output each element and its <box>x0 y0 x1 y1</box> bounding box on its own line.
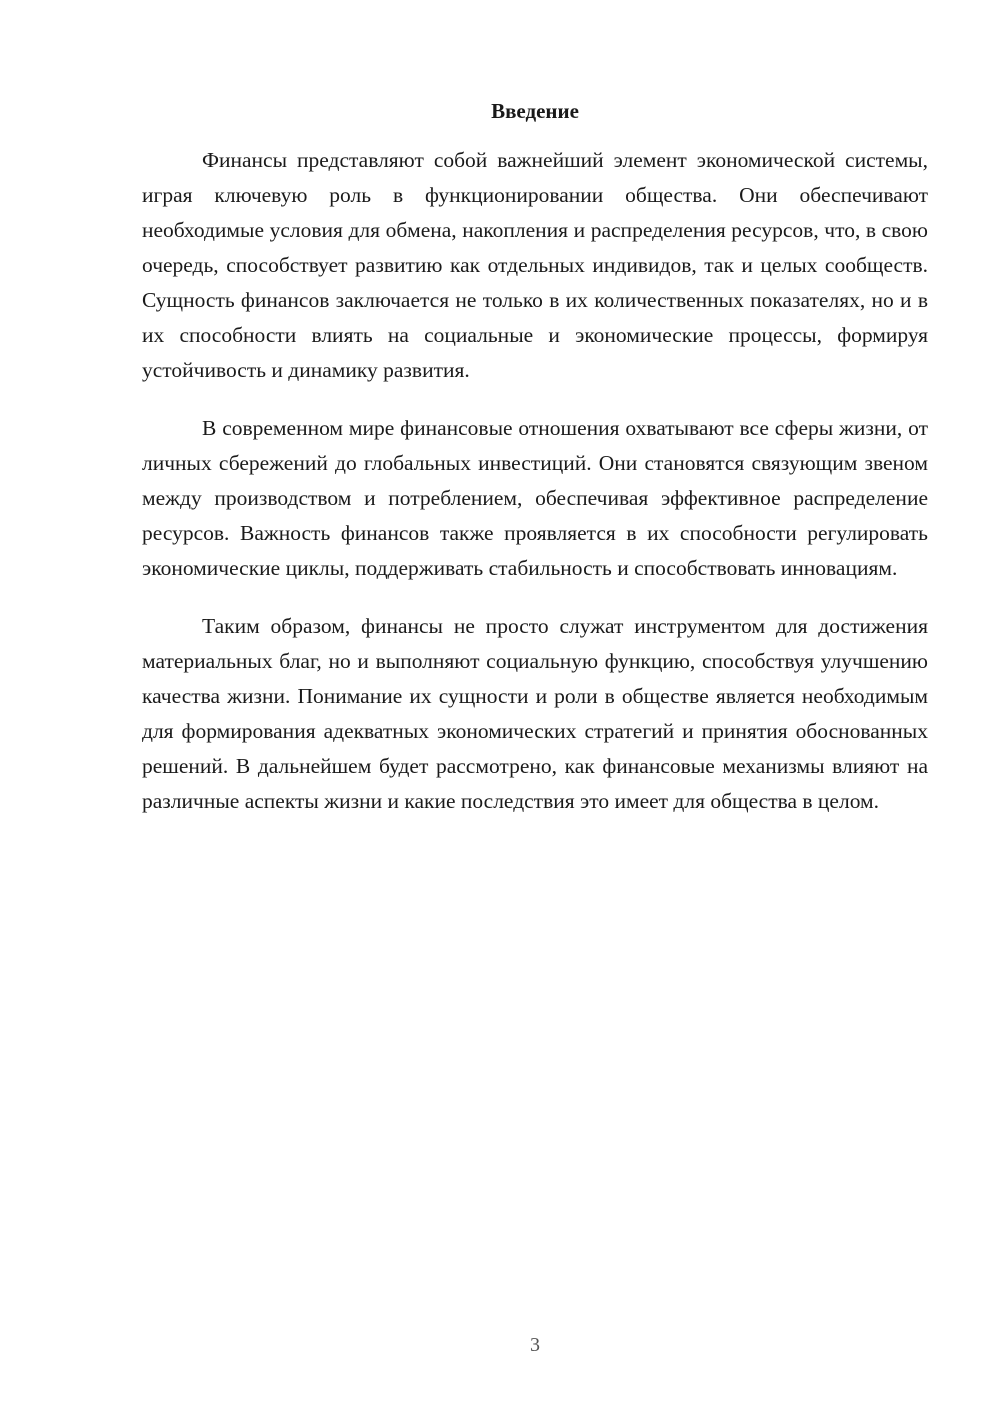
document-body <box>142 143 928 842</box>
paragraph-2: В современном мире финансовые отношения охватывают все сферы жизни, от личных сбережений до глобальных инвестиций. Они становятся связующим звеном между производством и потреблением, обеспечивая эффективное распределение ресурсов. Важность финансов также проявляется в их способности регулировать экономические циклы, поддерживать стабильность и способствовать инновациям. <box>142 416 928 580</box>
page-number: 3 <box>530 1334 540 1356</box>
section-title: Введение <box>491 99 579 123</box>
paragraph-3: Таким образом, финансы не просто служат инструментом для достижения материальных благ, но и выполняют социальную функцию, способствуя улучшению качества жизни. Понимание их сущности и роли в обществе является необходимым для формирования адекватных экономических стратегий и принятия обоснованных решений. В дальнейшем будет рассмотрено, как финансовые механизмы влияют на различные аспекты жизни и какие последствия это имеет для общества в целом. <box>142 614 928 813</box>
paragraph-1: Финансы представляют собой важнейший элемент экономической системы, играя ключевую роль в функционировании общества. Они обеспечивают необходимые условия для обмена, накопления и распределения ресурсов, что, в свою очередь, способствует развитию как отдельных индивидов, так и целых сообществ. Сущность финансов заключается не только в их количественных показателях, но и в их способности влиять на социальные и экономические процессы, формируя устойчивость и динамику развития. <box>142 148 928 382</box>
